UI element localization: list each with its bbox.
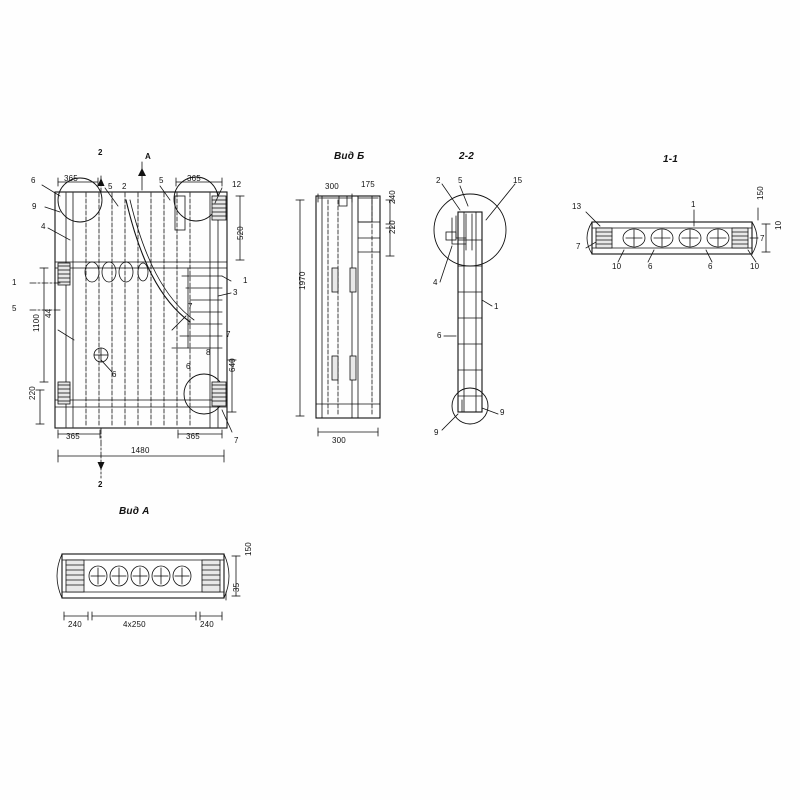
vidb-dim-300-top: 300 [325,182,339,191]
sec22-mark-15: 15 [513,176,523,185]
plan-mark-1-right: 1 [243,276,248,285]
plan-dim-365-bl: 365 [66,432,80,441]
sec11-mark-13: 13 [572,202,582,211]
vidb-dim-1970: 1970 [298,271,307,290]
sec22-mark-9-bottom: 9 [434,428,439,437]
plan-mark-7-b: 7 [226,330,231,339]
vida-dim-240-left: 240 [68,620,82,629]
sec22-mark-4: 4 [433,278,438,287]
plan-mark-7-c: 7 [234,436,239,445]
plan-dim-365-tr: 365 [187,174,201,183]
sec11-dim-150: 150 [756,186,765,200]
vidb-dim-175: 175 [361,180,375,189]
vida-dim-240-right: 240 [200,620,214,629]
vidb-dim-220: 220 [388,220,397,234]
plan-mark-44: 44 [44,308,53,318]
plan-mark-a-top: A [145,152,151,161]
plan-mark-3: 3 [233,288,238,297]
vida-dim-4x250: 4x250 [123,620,146,629]
sec22-mark-6: 6 [437,331,442,340]
vida-dim-150: 150 [244,542,253,556]
plan-dim-1100: 1100 [32,313,41,332]
section-2-2-geometry [434,184,515,430]
plan-mark-5-a: 5 [108,182,113,191]
plan-mark-4: 4 [41,222,46,231]
plan-dim-365-tl: 365 [64,174,78,183]
sec11-mark-6-a: 6 [648,262,653,271]
vida-dim-35: 35 [232,582,241,592]
plan-mark-1-left: 1 [12,278,17,287]
sec11-mark-10-left: 10 [612,262,622,271]
vid-a-geometry [57,554,240,620]
plan-mark-6-mid: 6 [112,370,117,379]
plan-mark-12: 12 [232,180,242,189]
plan-dim-520: 520 [236,226,245,240]
vidb-dim-240: 240 [388,190,397,204]
sec11-mark-10-b: 10 [750,262,760,271]
sec22-mark-5: 5 [458,176,463,185]
vid-b-geometry [296,194,394,436]
plan-dim-220: 220 [28,386,37,400]
plan-mark-8: 8 [206,348,211,357]
sec11-mark-6-b: 6 [708,262,713,271]
plan-view-geometry [30,162,244,478]
view-title-sec-1-1: 1-1 [663,154,679,165]
plan-dim-640: 640 [228,358,237,372]
sec11-mark-7-right: 7 [760,234,765,243]
sec11-mark-7-left: 7 [576,242,581,251]
sec11-mark-1: 1 [691,200,696,209]
view-title-sec-2-2: 2-2 [459,151,475,162]
sec22-mark-1: 1 [494,302,499,311]
sec22-mark-2: 2 [436,176,441,185]
plan-dim-365-br: 365 [186,432,200,441]
plan-mark-9: 9 [32,202,37,211]
section-1-1-geometry [586,208,770,262]
plan-mark-2-bottom: 2 [98,480,103,489]
view-title-vid-b: Вид Б [334,151,365,162]
vidb-dim-300-bottom: 300 [332,436,346,445]
plan-mark-7-a: 7 [188,302,193,311]
view-title-vid-a: Вид А [119,506,150,517]
plan-mark-5-b: 5 [159,176,164,185]
sec11-mark-10-right: 10 [774,220,783,230]
plan-mark-5-left: 5 [12,304,17,313]
plan-mark-6-b: 6 [186,362,191,371]
plan-mark-2-b: 2 [122,182,127,191]
plan-mark-2-top: 2 [98,148,103,157]
plan-mark-6: 6 [31,176,36,185]
plan-dim-1480: 1480 [131,446,150,455]
sec22-mark-9-right: 9 [500,408,505,417]
